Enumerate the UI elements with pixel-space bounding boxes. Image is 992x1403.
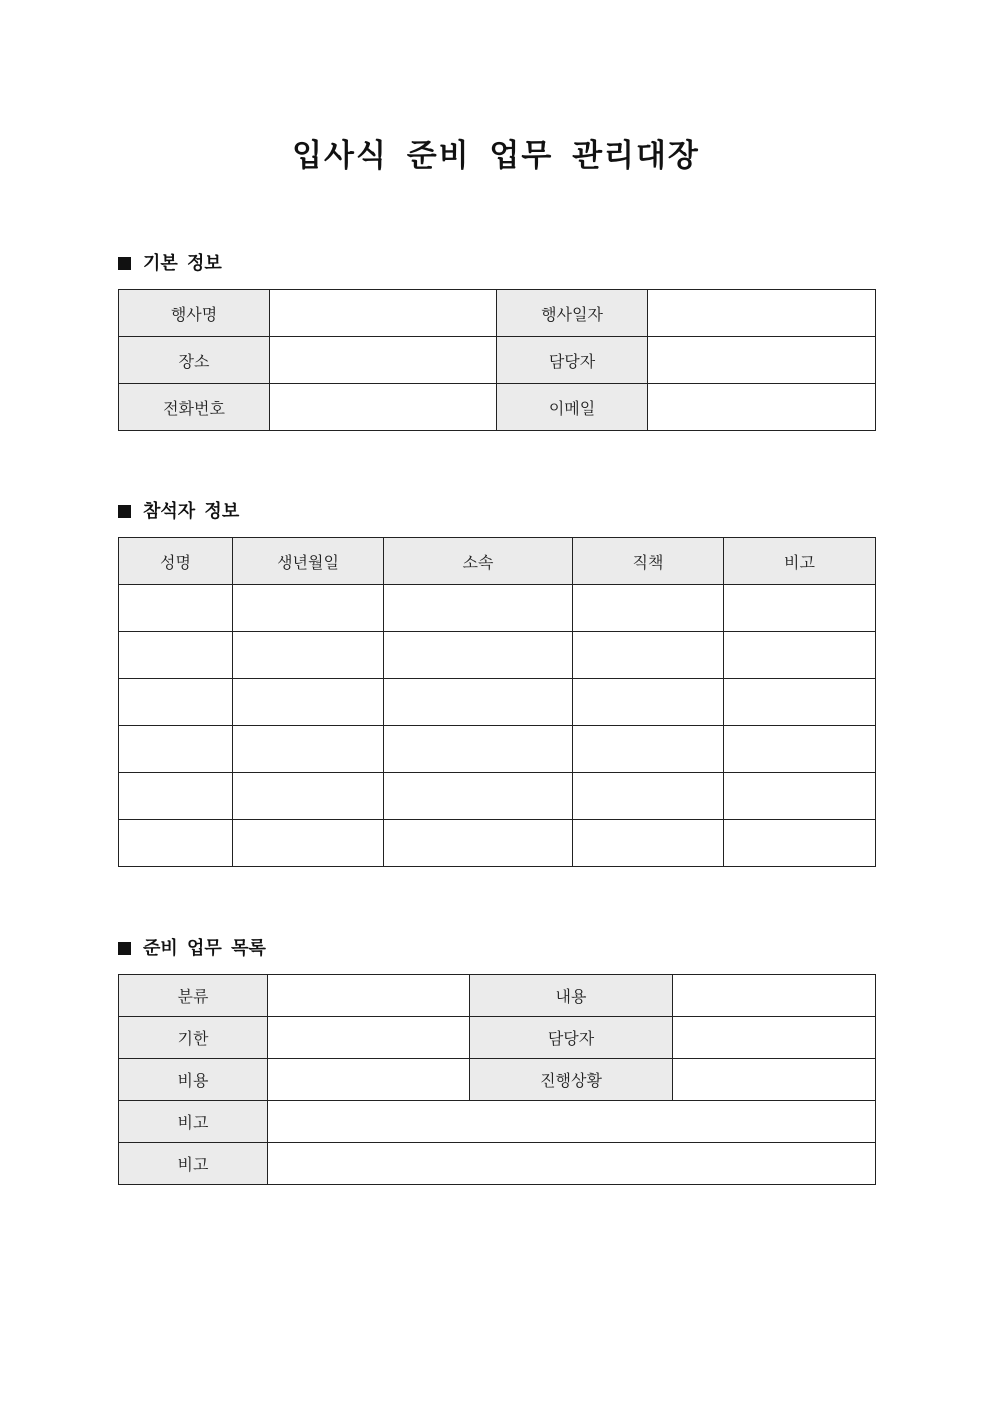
cost-field[interactable] (268, 1059, 470, 1101)
remarks-field[interactable] (268, 1101, 876, 1143)
attendee-birthdate-cell[interactable] (233, 820, 384, 867)
deadline-field[interactable] (268, 1017, 470, 1059)
attendee-position-cell[interactable] (573, 632, 724, 679)
attendee-position-cell[interactable] (573, 726, 724, 773)
label-phone: 전화번호 (119, 384, 270, 431)
column-header-affiliation: 소속 (384, 538, 573, 585)
section-heading-label: 준비 업무 목록 (143, 938, 266, 959)
label-email: 이메일 (497, 384, 648, 431)
attendee-remarks-cell[interactable] (724, 585, 876, 632)
column-header-name: 성명 (119, 538, 233, 585)
attendee-affiliation-cell[interactable] (384, 820, 573, 867)
attendee-name-cell[interactable] (119, 585, 233, 632)
table-row (119, 1059, 876, 1101)
table-row (119, 632, 876, 679)
label-task-owner: 담당자 (470, 1017, 673, 1059)
label-remarks: 비고 (119, 1101, 268, 1143)
table-row (119, 290, 876, 337)
column-header-remarks: 비고 (724, 538, 876, 585)
attendee-position-cell[interactable] (573, 585, 724, 632)
attendee-affiliation-cell[interactable] (384, 632, 573, 679)
label-person-in-charge: 담당자 (497, 337, 648, 384)
event-date-field[interactable] (648, 290, 876, 337)
attendee-remarks-cell[interactable] (724, 773, 876, 820)
table-header-row (119, 538, 876, 585)
attendee-remarks-cell[interactable] (724, 679, 876, 726)
event-name-field[interactable] (270, 290, 497, 337)
attendee-remarks-cell[interactable] (724, 632, 876, 679)
attendee-position-cell[interactable] (573, 820, 724, 867)
square-bullet-icon (118, 505, 131, 518)
section-heading-tasks (118, 937, 266, 961)
table-row (119, 679, 876, 726)
table-row (119, 820, 876, 867)
label-event-date: 행사일자 (497, 290, 648, 337)
attendee-remarks-cell[interactable] (724, 820, 876, 867)
person-in-charge-field[interactable] (648, 337, 876, 384)
section-heading-attendees (118, 500, 239, 524)
label-category: 분류 (119, 975, 268, 1017)
attendee-name-cell[interactable] (119, 632, 233, 679)
column-header-position: 직책 (573, 538, 724, 585)
table-row (119, 384, 876, 431)
attendee-remarks-cell[interactable] (724, 726, 876, 773)
table-row (119, 726, 876, 773)
attendee-affiliation-cell[interactable] (384, 726, 573, 773)
attendee-name-cell[interactable] (119, 726, 233, 773)
attendee-affiliation-cell[interactable] (384, 585, 573, 632)
attendee-affiliation-cell[interactable] (384, 679, 573, 726)
label-cost: 비용 (119, 1059, 268, 1101)
attendee-affiliation-cell[interactable] (384, 773, 573, 820)
table-row (119, 585, 876, 632)
section-heading-basic-info (118, 252, 222, 276)
table-row (119, 773, 876, 820)
attendee-birthdate-cell[interactable] (233, 585, 384, 632)
attendee-position-cell[interactable] (573, 773, 724, 820)
label-content: 내용 (470, 975, 673, 1017)
remarks-field[interactable] (268, 1143, 876, 1185)
tasks-table (118, 974, 876, 1185)
label-remarks: 비고 (119, 1143, 268, 1185)
basic-info-table (118, 289, 876, 431)
phone-field[interactable] (270, 384, 497, 431)
page-title: 입사식 준비 업무 관리대장 (292, 138, 700, 174)
column-header-birthdate: 생년월일 (233, 538, 384, 585)
label-event-name: 행사명 (119, 290, 270, 337)
category-field[interactable] (268, 975, 470, 1017)
attendee-birthdate-cell[interactable] (233, 679, 384, 726)
content-field[interactable] (673, 975, 876, 1017)
attendee-birthdate-cell[interactable] (233, 632, 384, 679)
section-heading-label: 기본 정보 (143, 253, 222, 274)
email-field[interactable] (648, 384, 876, 431)
attendees-table (118, 537, 876, 867)
task-owner-field[interactable] (673, 1017, 876, 1059)
table-row (119, 337, 876, 384)
square-bullet-icon (118, 257, 131, 270)
attendee-birthdate-cell[interactable] (233, 773, 384, 820)
table-row (119, 975, 876, 1017)
attendee-name-cell[interactable] (119, 773, 233, 820)
table-row (119, 1143, 876, 1185)
table-row (119, 1101, 876, 1143)
attendee-name-cell[interactable] (119, 679, 233, 726)
attendee-position-cell[interactable] (573, 679, 724, 726)
location-field[interactable] (270, 337, 497, 384)
square-bullet-icon (118, 942, 131, 955)
table-row (119, 1017, 876, 1059)
section-heading-label: 참석자 정보 (143, 501, 240, 522)
attendee-name-cell[interactable] (119, 820, 233, 867)
label-progress: 진행상황 (470, 1059, 673, 1101)
attendee-birthdate-cell[interactable] (233, 726, 384, 773)
progress-field[interactable] (673, 1059, 876, 1101)
label-deadline: 기한 (119, 1017, 268, 1059)
label-location: 장소 (119, 337, 270, 384)
